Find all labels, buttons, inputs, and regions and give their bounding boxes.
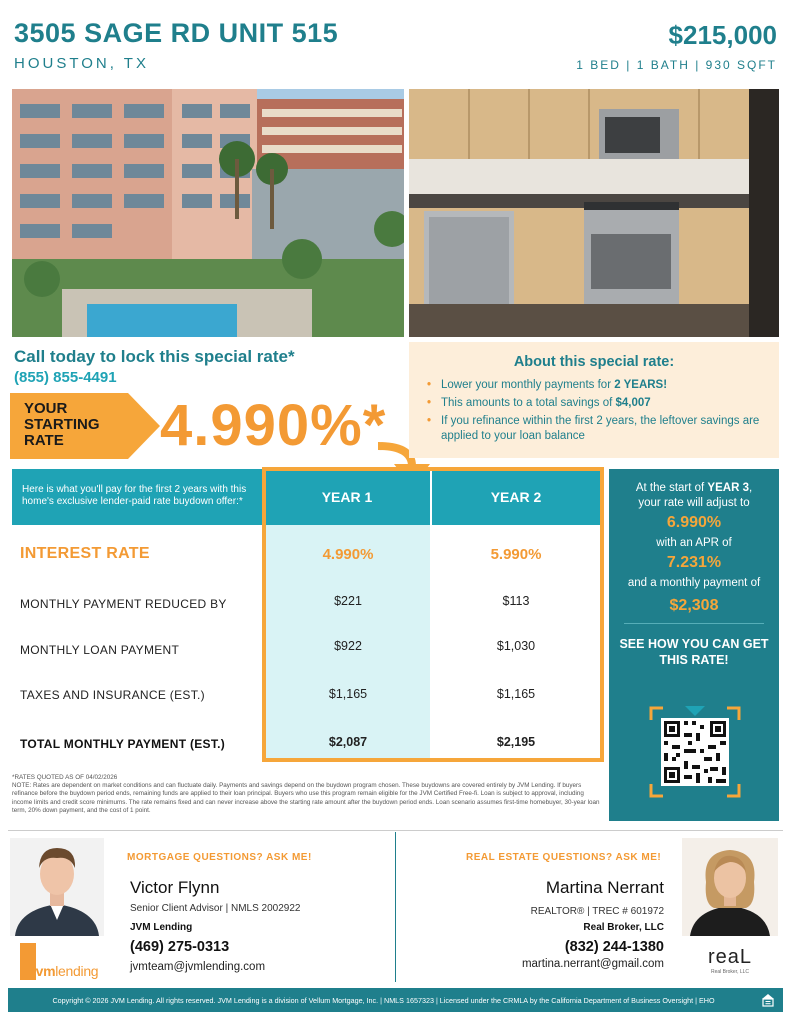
starting-rate-value: 4.990%*: [160, 393, 387, 458]
real-estate-ask-heading: REAL ESTATE QUESTIONS? ASK ME!: [466, 852, 662, 863]
about-bullet: [427, 414, 761, 444]
contacts-vertical-divider: [395, 832, 396, 982]
year2-payment-reduced: $113: [502, 594, 530, 608]
building-exterior-photo: [12, 89, 404, 337]
real-broker-logo: [700, 946, 760, 975]
total-payment-label: TOTAL MONTHLY PAYMENT (EST.): [20, 737, 226, 751]
year2-header: YEAR 2: [432, 469, 600, 525]
mortgage-ask-heading: MORTGAGE QUESTIONS? ASK ME!: [127, 852, 312, 863]
about-rate-panel: [409, 342, 779, 458]
year3-adjust-text: your rate will adjust to: [638, 497, 750, 509]
year3-payment: $2,308: [669, 597, 719, 614]
year3-comma: ,: [748, 482, 753, 494]
loan-officer-company: JVM Lending: [130, 922, 193, 933]
year2-loan-payment: $1,030: [496, 639, 536, 653]
jvm-logo-part-b: lending: [55, 963, 99, 979]
starting-rate-label: YOUR STARTING RATE: [24, 400, 100, 449]
year3-label: YEAR 3: [707, 482, 749, 494]
real-logo-word: reaL: [707, 946, 753, 968]
year1-loan-payment: $922: [334, 639, 362, 653]
loan-officer-avatar: [10, 838, 104, 936]
disclaimer-text: NOTE: Rates are dependent on market conditions and can fluctuate daily. Payments and savings depend on the buydown program chosen. These buydowns are covered entirely by JVM Lending. If buyers refinance before the buydown period ends, remaining funds are applied to their loan principal. Buyers who use this program remain eligible for the JVM Certified Free-fi. Loan is subject to approval, including income limits and credit score minimums. The rate remains fixed and can never increase above the starting rate amount after the buydown period ends. Loan scenario assumes first-time homebuyer, 30-year loan term, 20% down payment, and the cost of 1 point.: [12, 782, 600, 814]
call-phone-link[interactable]: (855) 855-4491: [14, 369, 117, 386]
table-highlight-frame-left: [262, 467, 432, 762]
table-intro: Here is what you'll pay for the first 2 years with this home's exclusive lender-paid rate buydown offer:*: [12, 469, 264, 525]
year1-header: YEAR 1: [264, 469, 430, 525]
year1-total-payment: $2,087: [328, 735, 368, 749]
bullet-text: If you refinance within the first 2 years, the leftover savings are applied to your loan balance: [441, 415, 760, 442]
year3-apr-label: with an APR of: [656, 537, 732, 549]
qr-code-icon[interactable]: [649, 706, 741, 798]
jvm-lending-logo: [20, 943, 102, 980]
jvm-logo-word: [32, 963, 98, 979]
year2-taxes-insurance: $1,165: [496, 687, 536, 701]
year1-payment-reduced: $221: [334, 594, 362, 608]
loan-payment-label: MONTHLY LOAN PAYMENT: [20, 643, 180, 657]
year3-apr: 7.231%: [666, 554, 722, 571]
contacts-divider: [8, 830, 783, 831]
about-bullet: [427, 378, 761, 393]
taxes-insurance-label: TAXES AND INSURANCE (EST.): [20, 688, 205, 702]
year2-total-payment: $2,195: [496, 735, 536, 749]
loan-officer-email[interactable]: jvmteam@jvmlending.com: [130, 961, 266, 973]
year2-interest-rate: 5.990%: [490, 546, 542, 563]
year3-intro-text: At the start of: [635, 482, 708, 494]
kitchen-interior-photo: [409, 89, 779, 337]
realtor-title: REALTOR® | TREC # 601972: [530, 906, 664, 917]
bullet-text: Lower your monthly payments for: [441, 379, 615, 391]
bullet-text: This amounts to a total savings of: [441, 397, 616, 409]
equal-housing-icon: [761, 993, 775, 1007]
year3-intro: [609, 481, 779, 496]
realtor-avatar: [682, 838, 778, 936]
payment-reduced-label: MONTHLY PAYMENT REDUCED BY: [20, 597, 227, 611]
see-rate-cta: SEE HOW YOU CAN GET THIS RATE!: [619, 637, 769, 667]
call-to-action-text: Call today to lock this special rate*: [14, 347, 295, 366]
disclaimer-notes: [12, 774, 604, 815]
interest-rate-label: INTEREST RATE: [20, 545, 150, 562]
rates-as-of: *RATES QUOTED AS OF 04/02/2026: [12, 774, 118, 781]
realtor-name: Martina Nerrant: [545, 878, 664, 897]
loan-officer-title: Senior Client Advisor | NMLS 2002922: [130, 903, 301, 914]
realtor-phone[interactable]: (832) 244-1380: [564, 939, 664, 955]
realtor-email[interactable]: martina.nerrant@gmail.com: [521, 958, 664, 970]
year3-payment-label: and a monthly payment of: [627, 577, 761, 589]
year1-interest-rate: 4.990%: [322, 546, 374, 563]
year3-adjustment-panel: [609, 469, 779, 821]
about-rate-list: [427, 378, 761, 444]
loan-officer-phone[interactable]: (469) 275-0313: [130, 939, 230, 955]
property-city: HOUSTON, TX: [14, 55, 149, 72]
loan-officer-name: Victor Flynn: [130, 878, 220, 897]
about-bullet: [427, 396, 761, 411]
property-specs: 1 BED | 1 BATH | 930 SQFT: [576, 58, 777, 72]
jvm-logo-part-a: jvm: [32, 963, 56, 979]
property-address: 3505 SAGE RD UNIT 515: [14, 18, 339, 48]
year3-divider: [624, 623, 764, 624]
year1-taxes-insurance: $1,165: [328, 687, 368, 701]
bullet-highlight: $4,007: [615, 397, 651, 409]
year3-rate: 6.990%: [666, 514, 722, 531]
property-price: $215,000: [668, 20, 777, 50]
real-logo-sub: Real Broker, LLC: [710, 969, 750, 975]
footer-copyright: [8, 988, 783, 1012]
footer-text: Copyright © 2026 JVM Lending. All rights reserved. JVM Lending is a division of Vellum Mortgage, Inc. | NMLS 1657323 | Licensed under the CRMLA by the California Department of Business Oversight | EHO: [52, 995, 715, 1005]
realtor-company: Real Broker, LLC: [583, 922, 664, 933]
table-highlight-frame-right: [430, 467, 604, 762]
about-rate-title: About this special rate:: [513, 354, 675, 370]
bullet-highlight: 2 YEARS!: [614, 379, 668, 391]
